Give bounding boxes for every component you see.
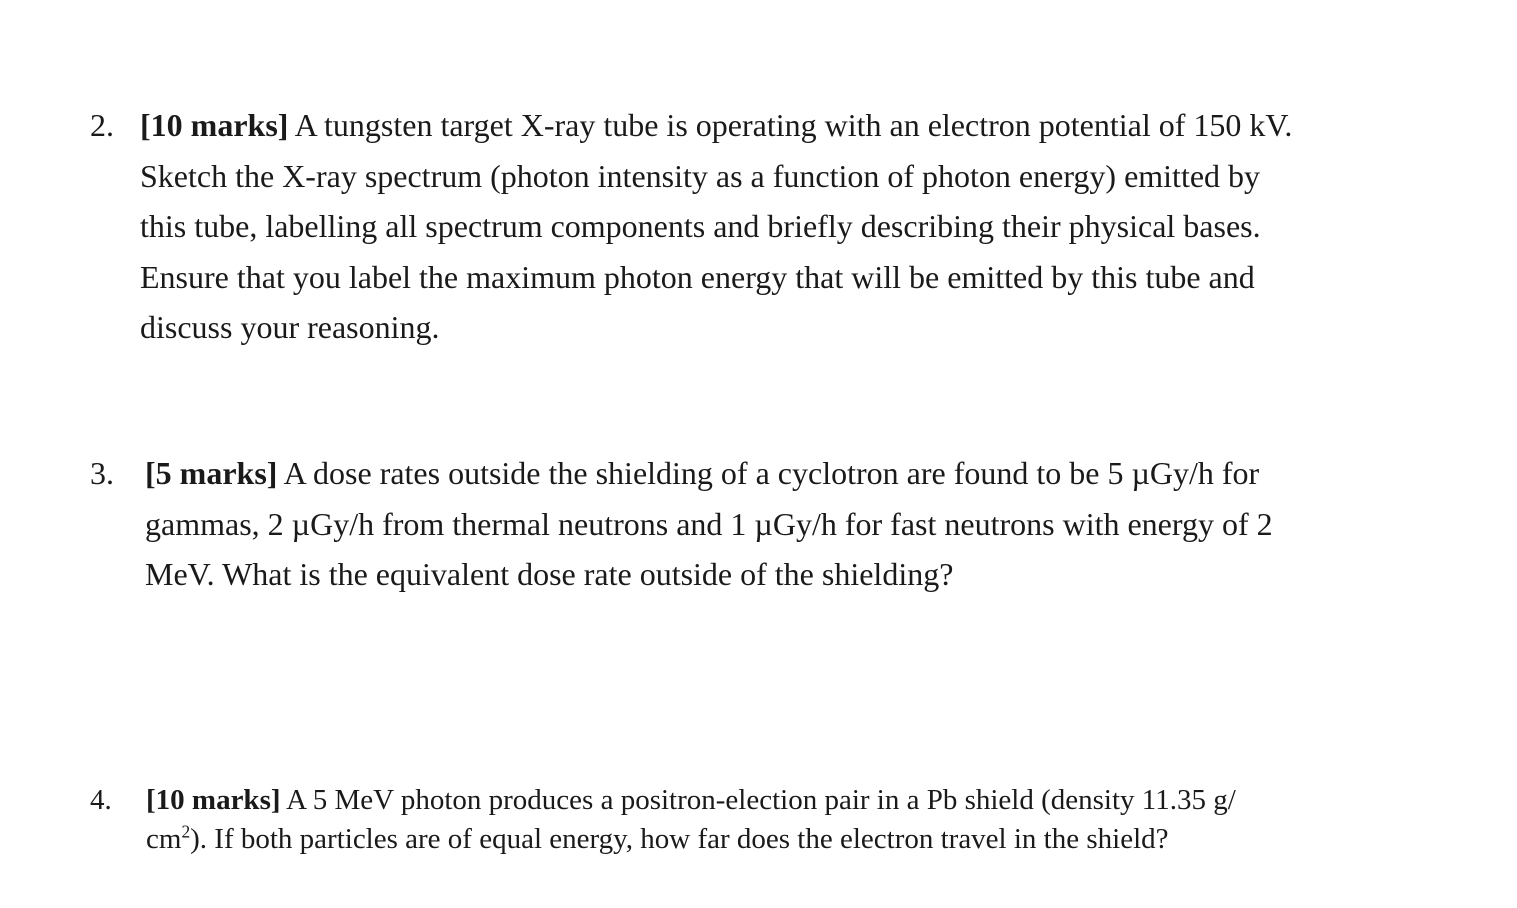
marks-label: [5 marks] (145, 455, 278, 491)
question-line: Ensure that you label the maximum photon energy that will be emitted by this tube and (140, 258, 1255, 295)
line-text: A dose rates outside the shielding of a cyclotron are found to be 5 µGy/h for (277, 455, 1260, 491)
question-line: this tube, labelling all spectrum components and briefly describing their physical bases. (140, 208, 1261, 244)
question-number: 3. (90, 455, 114, 491)
superscript: 2 (181, 821, 191, 842)
line-text: A 5 MeV photon produces a positron-election pair in a Pb shield (density 11.35 g/ (280, 784, 1236, 816)
question-line: discuss your reasoning. (140, 309, 440, 345)
question-line (140, 100, 1430, 151)
marks-label: [10 marks] (146, 784, 281, 816)
question-line: MeV. What is the equivalent dose rate outside of the shielding? (145, 556, 954, 592)
question-text (140, 100, 1430, 353)
question-line: gammas, 2 µGy/h from thermal neutrons and 1 µGy/h for fast neutrons with energy of 2 (145, 505, 1273, 542)
question-line (145, 448, 1395, 499)
question-line (146, 820, 1376, 859)
question-line: Sketch the X-ray spectrum (photon intensity as a function of photon energy) emitted by (140, 157, 1261, 194)
line-text: cm (146, 823, 182, 855)
line-text: A tungsten target X-ray tube is operating with an electron potential of 150 kV. (288, 107, 1293, 143)
question-text (146, 781, 1376, 859)
question-text (145, 448, 1395, 600)
question-line (146, 781, 1376, 820)
line-text: ). If both particles are of equal energy, how far does the electron travel in the shield? (190, 823, 1169, 855)
marks-label: [10 marks] (140, 107, 289, 143)
question-number: 4. (90, 784, 112, 816)
question-number: 2. (90, 107, 114, 143)
